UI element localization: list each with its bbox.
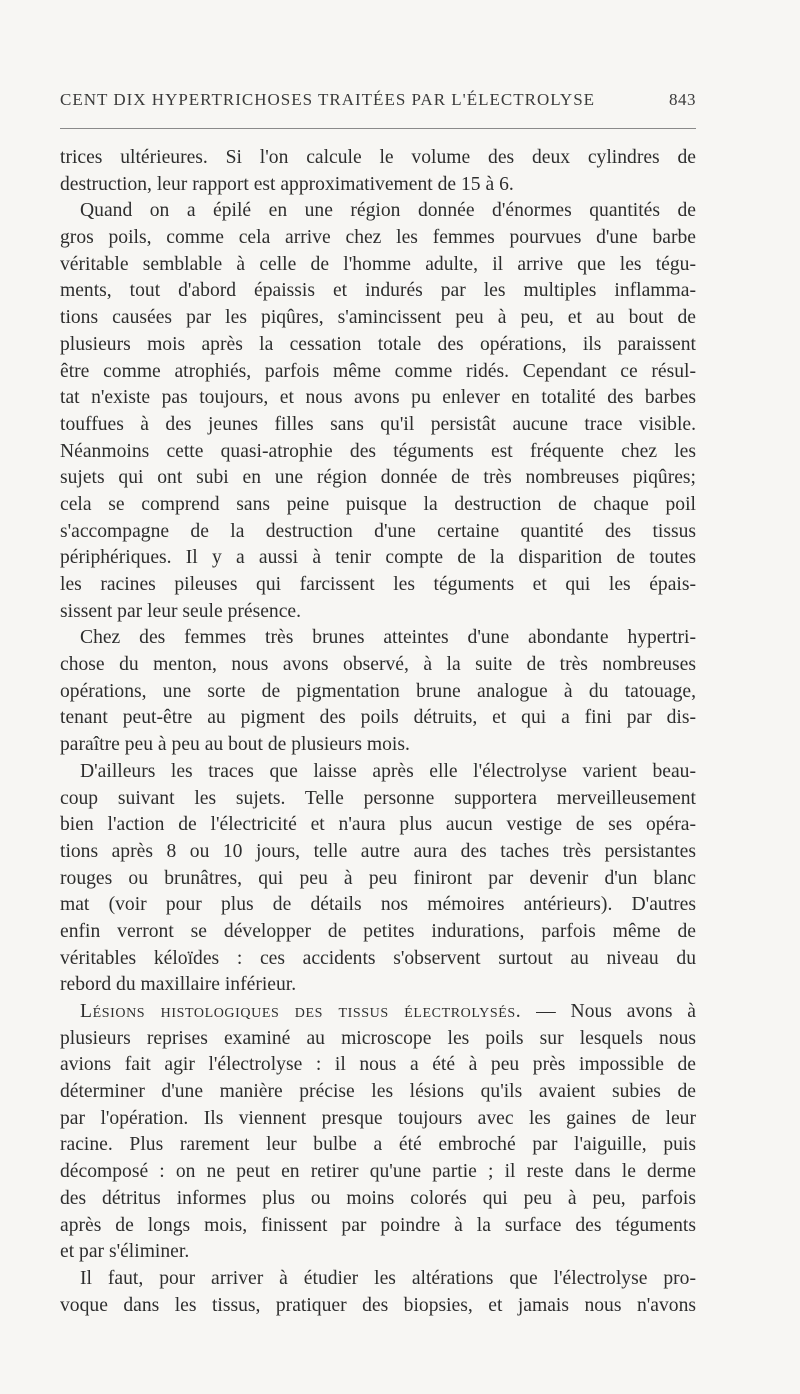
text-line: par l'opération. Ils viennent presque toujours avec les gaines de leur <box>60 1107 696 1129</box>
text-line: les racines pileuses qui farcissent les téguments et qui les épais- <box>60 574 696 595</box>
text-line: sissent par leur seule présence. <box>60 600 302 622</box>
text-line: et par s'éliminer. <box>60 1241 190 1263</box>
page-number: 843 <box>669 90 696 109</box>
text-line: opérations, une sorte de pigmentation brune analogue à du tatouage, <box>60 680 696 702</box>
text-line: rouges ou brunâtres, qui peu à peu finiront par devenir d'un blanc <box>60 867 696 889</box>
text-line: Néanmoins cette quasi-atrophie des téguments est fréquente chez les <box>60 440 696 462</box>
text-line: Chez des femmes très brunes atteintes d'une abondante hypertri- <box>80 627 696 649</box>
text-line: chose du menton, nous avons observé, à la suite de très nombreuses <box>60 654 696 676</box>
text-line: cela se comprend sans peine puisque la destruction de chaque poil <box>60 493 696 515</box>
text-line: enfin verront se développer de petites indurations, parfois même de <box>60 920 696 942</box>
text-line: gros poils, comme cela arrive chez les femmes pourvues d'une barbe <box>60 227 696 249</box>
text-line: paraître peu à peu au bout de plusieurs mois. <box>60 734 410 756</box>
header-rule <box>60 128 696 129</box>
text-line: plusieurs reprises examiné au microscope les poils sur lesquels nous <box>60 1027 696 1049</box>
text-line: Quand on a épilé en une région donnée d'énormes quantités de <box>80 200 696 222</box>
text-line: tat n'existe pas toujours, et nous avons pu enlever en totalité des barbes <box>60 387 696 409</box>
text-line: D'ailleurs les traces que laisse après elle l'électrolyse varient beau- <box>80 760 696 782</box>
text-line: plusieurs mois après la cessation totale des opérations, ils paraissent <box>60 333 696 355</box>
text-line: sujets qui ont subi en une région donnée de très nombreuses piqûres; <box>60 467 696 489</box>
text-line: tions causées par les piqûres, s'amincissent peu à peu, et au bout de <box>60 307 696 329</box>
text-line: rebord du maxillaire inférieur. <box>60 974 297 996</box>
text-line: périphériques. Il y a aussi à tenir compte de la disparition de toutes <box>60 547 696 569</box>
text-line: après de longs mois, finissent par poindre à la surface des téguments <box>60 1214 696 1236</box>
text-line: véritables kéloïdes : ces accidents s'observent surtout au niveau du <box>60 947 696 969</box>
text-line: racine. Plus rarement leur bulbe a été embroché par l'aiguille, puis <box>60 1134 696 1156</box>
section-heading-rest: — Nous avons à <box>536 1001 696 1022</box>
text-line: véritable semblable à celle de l'homme adulte, il arrive que les tégu- <box>60 253 696 275</box>
section-heading: Lésions histologiques des tissus électrolysés. <box>80 1001 522 1022</box>
text-line: trices ultérieures. Si l'on calcule le volume des deux cylindres de <box>60 147 696 168</box>
text-line: coup suivant les sujets. Telle personne supportera merveilleusement <box>60 787 696 809</box>
running-head <box>60 90 696 116</box>
text-line: tenant peut-être au pigment des poils détruits, et qui a fini par dis- <box>60 707 696 729</box>
text-line: tions après 8 ou 10 jours, telle autre aura des taches très persistantes <box>60 840 696 862</box>
section-heading-line <box>60 999 696 1026</box>
text-line: bien l'action de l'électricité et n'aura plus aucun vestige de ses opéra- <box>60 814 696 836</box>
text-line: être comme atrophiés, parfois même comme ridés. Cependant ce résul- <box>60 360 696 382</box>
text-line: touffues à des jeunes filles sans qu'il persistât aucune trace visible. <box>60 413 696 435</box>
text-line: destruction, leur rapport est approximativement de 15 à 6. <box>60 173 514 195</box>
text-line: avions fait agir l'électrolyse : il nous a été à peu près impossible de <box>60 1054 696 1076</box>
text-line: des détritus informes plus ou moins colorés qui peu à peu, parfois <box>60 1187 696 1209</box>
text-line: décomposé : on ne peut en retirer qu'une partie ; il reste dans le derme <box>60 1161 696 1183</box>
text-line: s'accompagne de la destruction d'une certaine quantité des tissus <box>60 520 696 542</box>
running-title: CENT DIX HYPERTRICHOSES TRAITÉES PAR L'ÉLECTROLYSE <box>60 90 596 109</box>
text-line: ments, tout d'abord épaissis et indurés par les multiples inflamma- <box>60 280 696 302</box>
text-line: voque dans les tissus, pratiquer des biopsies, et jamais nous n'avons <box>60 1294 696 1316</box>
text-line: mat (voir pour plus de détails nos mémoires antérieurs). D'autres <box>60 894 696 916</box>
text-line: Il faut, pour arriver à étudier les altérations que l'électrolyse pro- <box>80 1267 696 1289</box>
text-line: déterminer d'une manière précise les lésions qu'ils avaient subies de <box>60 1081 696 1103</box>
text-body <box>60 145 696 1319</box>
